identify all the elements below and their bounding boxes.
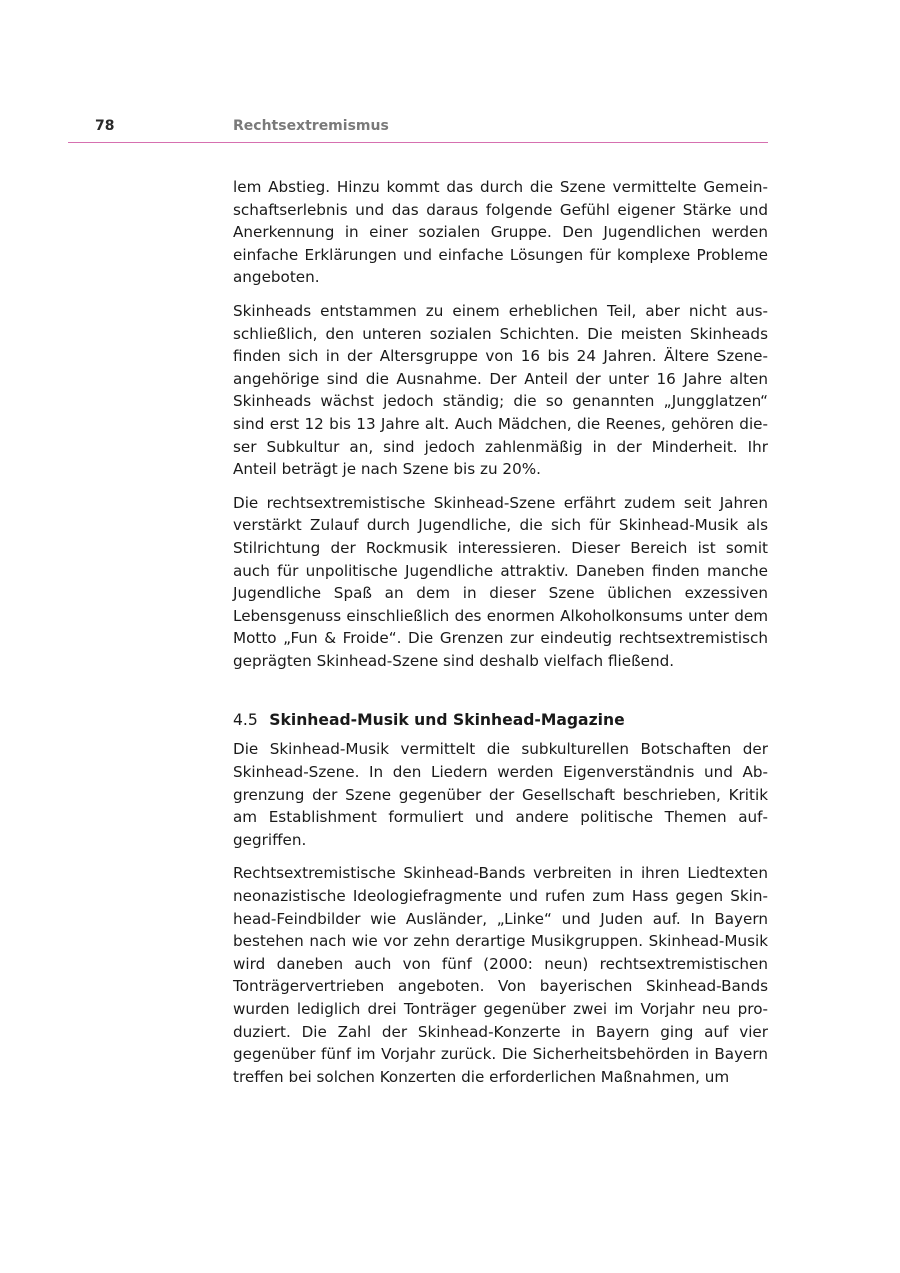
section-heading [233, 709, 768, 731]
running-title: Rechtsextremismus [233, 118, 389, 134]
paragraph: Die Skinhead-Musik vermittelt die subkulturellen Botschaften der Skinhead-Szene. In den Liedern werden Eigenverständnis und Abgrenzung der Szene gegenüber der Gesellschaft beschrieben, Kritik am Establishment formuliert und andere politische Themen aufgegriffen. [233, 740, 768, 849]
page-number: 78 [95, 118, 115, 134]
paragraph: Die rechtsextremistische Skinhead-Szene erfährt zudem seit Jahren verstärkt Zulauf durch Jugendliche, die sich für Skinhead-Musik als Stilrichtung der Rockmusik interessieren. Dieser Bereich ist somit auch für unpolitische Jugendliche attraktiv. Daneben finden manche Jugendliche Spaß an dem in dieser Szene üblichen exzessiven Lebensgenuss einschließlich des enormen Alkoholkonsums unter dem Motto „Fun & Froide“. Die Grenzen zur eindeutig rechtsextremistisch geprägten Skinhead-Szene sind deshalb vielfach fließend. [233, 493, 768, 670]
paragraph: Skinheads entstammen zu einem erheblichen Teil, aber nicht ausschließlich, den unteren sozialen Schichten. Die meisten Skinheads finden sich in der Altersgruppe von 16 bis 24 Jahren. Ältere Szeneangehörige sind die Ausnahme. Der Anteil der unter 16 Jahre alten Skinheads wächst jedoch ständig; die so genannten „Jungglatzen“ sind erst 12 bis 13 Jahre alt. Auch Mädchen, die Reenes, gehören dieser Subkultur an, sind jedoch zahlenmäßig in der Minderheit. Ihr Anteil beträgt je nach Szene bis zu 20%. [233, 301, 768, 479]
section-title: Skinhead-Musik und Skinhead-Magazine [269, 711, 625, 730]
section-number: 4.5 [233, 711, 258, 730]
paragraph: lem Abstieg. Hinzu kommt das durch die Szene vermittelte Gemeinschaftserlebnis und das daraus folgende Gefühl eigener Stärke und Anerkennung in einer sozialen Gruppe. Den Jugendlichen werden einfache Erklärungen und einfache Lösungen für komplexe Probleme angeboten. [233, 178, 768, 287]
paragraph: Rechtsextremistische Skinhead-Bands verbreiten in ihren Liedtexten neonazistische Ideologiefragmente und rufen zum Hass gegen Skinhead-Feindbilder wie Ausländer, „Linke“ und Juden auf. In Bayern bestehen nach wie vor zehn derartige Musikgruppen. Skinhead-Musik wird daneben auch von fünf (2000: neun) rechtsextremistischen Tonträgervertrieben angeboten. Von bayerischen Skinhead-Bands wurden lediglich drei Tonträger gegenüber zwei im Vorjahr neu produziert. Die Zahl der Skinhead-Konzerte in Bayern ging auf vier gegenüber fünf im Vorjahr zurück. Die Sicherheitsbehörden in Bayern treffen bei solchen Konzerten die erforderlichen Maßnahmen, um [233, 864, 768, 1086]
page-header [68, 116, 768, 143]
body-text [233, 176, 768, 1099]
